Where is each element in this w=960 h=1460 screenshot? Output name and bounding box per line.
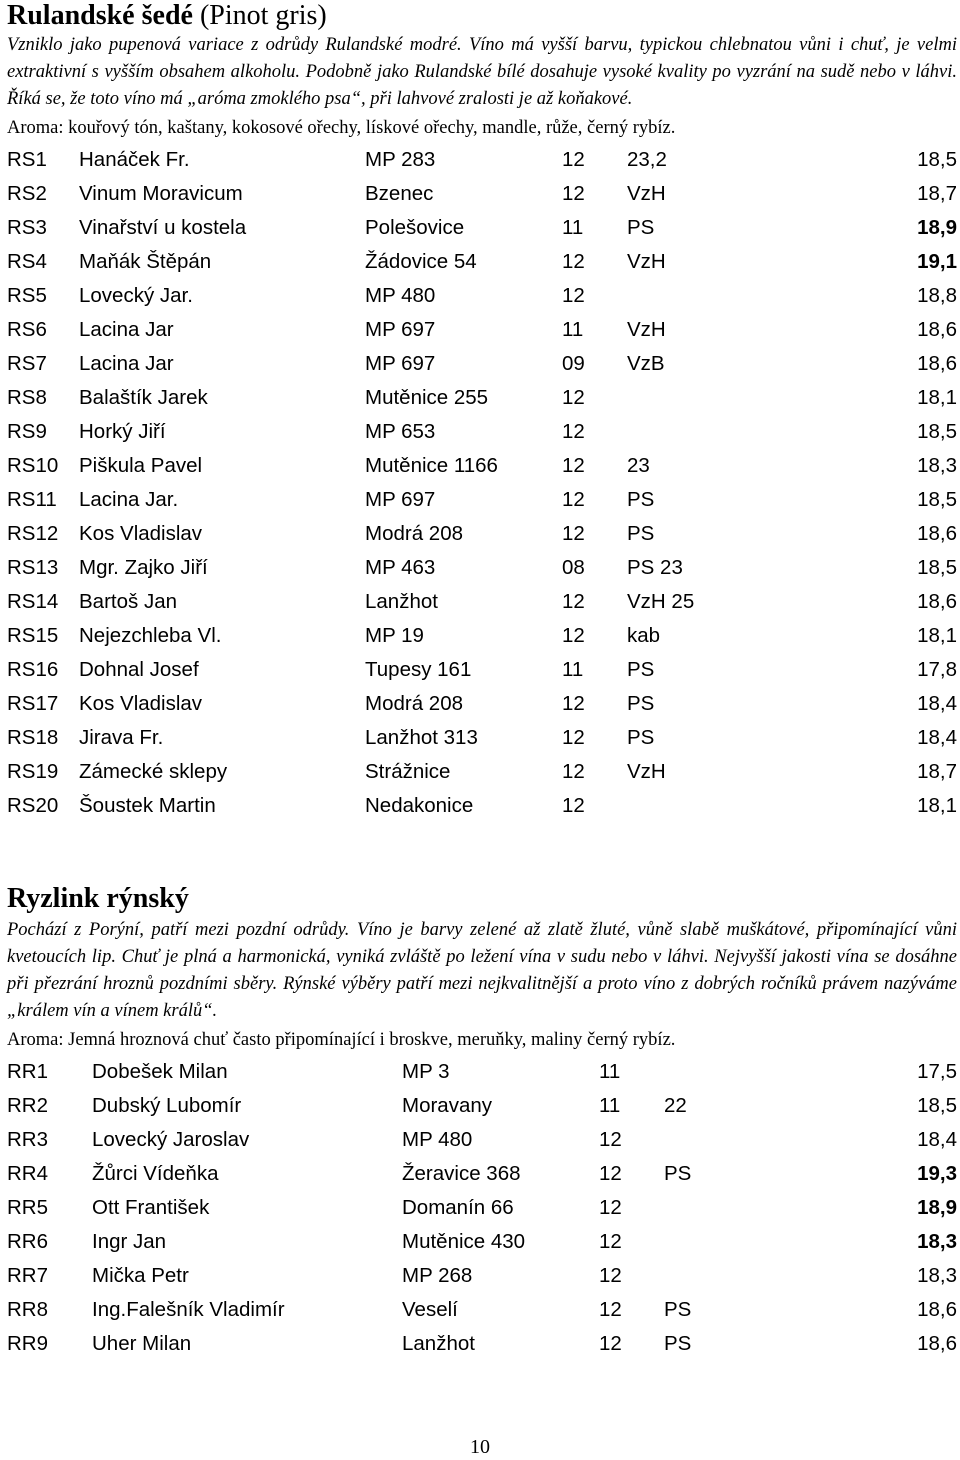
entry-code: RR3 xyxy=(7,1128,49,1151)
table-row xyxy=(7,517,957,551)
score-value: 17,5 xyxy=(917,1060,957,1083)
entry-code: RS3 xyxy=(7,216,47,239)
table-row xyxy=(7,653,957,687)
producer-place: Veselí xyxy=(402,1298,458,1321)
producer-name: Lacina Jar xyxy=(79,318,174,341)
quality-note: VzH xyxy=(627,182,666,205)
entry-code: RS13 xyxy=(7,556,59,579)
producer-place: MP 697 xyxy=(365,488,436,511)
producer-name: Balaštík Jarek xyxy=(79,386,208,409)
producer-name: Nejezchleba Vl. xyxy=(79,624,222,647)
producer-place: Žádovice 54 xyxy=(365,250,477,273)
table-row xyxy=(7,585,957,619)
producer-place: Lanžhot 313 xyxy=(365,726,478,749)
producer-name: Lacina Jar. xyxy=(79,488,179,511)
section-description: Vzniklo jako pupenová variace z odrůdy Rulandské modré. Víno má vyšší barvu, typickou chlebnatou vůni i chuť, je velmi extraktivní s vyšším obsahem alkoholu. Podobně jako Rulandské bílé dosahuje vysoké kvality po vyzrání na sudě nebo v láhvi. Říká se, že toto víno má „aróma zmoklého psa“, při lahvové zralosti je až koňakové. xyxy=(7,35,957,109)
producer-place: MP 463 xyxy=(365,556,436,579)
quality-note: VzH xyxy=(627,760,666,783)
score-value: 18,5 xyxy=(917,1094,957,1117)
producer-name: Ott František xyxy=(92,1196,210,1219)
score-value: 18,1 xyxy=(917,386,957,409)
score-value: 18,9 xyxy=(917,1196,957,1219)
producer-name: Horký Jiří xyxy=(79,420,166,443)
score-value: 18,1 xyxy=(917,794,957,817)
table-row xyxy=(7,755,957,789)
producer-name: Dohnal Josef xyxy=(79,658,199,681)
quality-note: PS xyxy=(664,1162,692,1185)
entry-code: RR8 xyxy=(7,1298,49,1321)
producer-place: MP 19 xyxy=(365,624,424,647)
wine-table xyxy=(7,1055,957,1361)
entry-code: RS5 xyxy=(7,284,47,307)
quality-note: PS xyxy=(627,488,655,511)
vintage-year: 12 xyxy=(562,284,585,307)
quality-note: VzH xyxy=(627,318,666,341)
table-row xyxy=(7,1089,957,1123)
producer-name: Jirava Fr. xyxy=(79,726,164,749)
entry-code: RS7 xyxy=(7,352,47,375)
table-row xyxy=(7,1191,957,1225)
score-value: 18,4 xyxy=(917,1128,957,1151)
table-row xyxy=(7,143,957,177)
entry-code: RS10 xyxy=(7,454,59,477)
producer-place: Nedakonice xyxy=(365,794,474,817)
score-value: 18,1 xyxy=(917,624,957,647)
entry-code: RS4 xyxy=(7,250,47,273)
score-value: 18,3 xyxy=(917,1230,957,1253)
quality-note: PS xyxy=(664,1332,692,1355)
producer-name: Lovecký Jar. xyxy=(79,284,193,307)
vintage-year: 12 xyxy=(562,454,585,477)
score-value: 19,3 xyxy=(917,1162,957,1185)
producer-name: Bartoš Jan xyxy=(79,590,177,613)
page-number: 10 xyxy=(470,1436,490,1458)
vintage-year: 12 xyxy=(562,522,585,545)
section-title xyxy=(7,2,957,30)
vintage-year: 12 xyxy=(562,148,585,171)
vintage-year: 12 xyxy=(562,420,585,443)
producer-name: Dubský Lubomír xyxy=(92,1094,242,1117)
score-value: 18,6 xyxy=(917,590,957,613)
producer-place: MP 697 xyxy=(365,318,436,341)
score-value: 18,7 xyxy=(917,760,957,783)
quality-note: VzH 25 xyxy=(627,590,695,613)
score-value: 18,6 xyxy=(917,1332,957,1355)
vintage-year: 11 xyxy=(599,1060,621,1083)
section-ryzlink-rynsky xyxy=(7,885,957,1361)
producer-place: MP 697 xyxy=(365,352,436,375)
table-row xyxy=(7,789,957,823)
quality-note: PS xyxy=(627,726,655,749)
producer-place: MP 653 xyxy=(365,420,436,443)
score-value: 18,5 xyxy=(917,488,957,511)
table-row xyxy=(7,687,957,721)
entry-code: RR6 xyxy=(7,1230,49,1253)
table-row xyxy=(7,1055,957,1089)
producer-place: Strážnice xyxy=(365,760,451,783)
entry-code: RS16 xyxy=(7,658,59,681)
quality-note: VzB xyxy=(627,352,665,375)
entry-code: RS17 xyxy=(7,692,59,715)
vintage-year: 12 xyxy=(599,1128,622,1151)
entry-code: RS8 xyxy=(7,386,47,409)
producer-name: Zámecké sklepy xyxy=(79,760,228,783)
score-value: 18,3 xyxy=(917,1264,957,1287)
producer-place: MP 268 xyxy=(402,1264,473,1287)
quality-note: PS 23 xyxy=(627,556,683,579)
table-row xyxy=(7,211,957,245)
vintage-year: 12 xyxy=(562,182,585,205)
producer-name: Hanáček Fr. xyxy=(79,148,190,171)
producer-place: MP 480 xyxy=(365,284,436,307)
quality-note: 23 xyxy=(627,454,650,477)
score-value: 18,4 xyxy=(917,692,957,715)
producer-place: Lanžhot xyxy=(402,1332,475,1355)
entry-code: RS18 xyxy=(7,726,59,749)
quality-note: PS xyxy=(664,1298,692,1321)
producer-place: Polešovice xyxy=(365,216,465,239)
producer-place: MP 283 xyxy=(365,148,436,171)
producer-place: Mutěnice 1166 xyxy=(365,454,498,477)
producer-name: Lacina Jar xyxy=(79,352,174,375)
entry-code: RS12 xyxy=(7,522,59,545)
table-row xyxy=(7,415,957,449)
producer-name: Maňák Štěpán xyxy=(79,250,212,273)
producer-name: Vinum Moravicum xyxy=(79,182,243,205)
score-value: 18,7 xyxy=(917,182,957,205)
score-value: 18,8 xyxy=(917,284,957,307)
section-aroma: Aroma: Jemná hroznová chuť často připomínající i broskve, meruňky, maliny černý rybíz. xyxy=(7,1030,676,1050)
quality-note: PS xyxy=(627,692,655,715)
table-row xyxy=(7,245,957,279)
vintage-year: 12 xyxy=(562,624,585,647)
table-row xyxy=(7,1259,957,1293)
quality-note: PS xyxy=(627,658,655,681)
producer-place: Modrá 208 xyxy=(365,522,464,545)
producer-name: Žůrci Vídeňka xyxy=(92,1162,219,1185)
section-title-extra: (Pinot gris) xyxy=(192,0,327,31)
table-row xyxy=(7,1157,957,1191)
score-value: 18,6 xyxy=(917,352,957,375)
section-title-text: Ryzlink rýnský xyxy=(7,883,189,914)
producer-place: Mutěnice 430 xyxy=(402,1230,526,1253)
producer-place: Lanžhot xyxy=(365,590,438,613)
vintage-year: 11 xyxy=(562,216,584,239)
producer-name: Uher Milan xyxy=(92,1332,192,1355)
producer-name: Lovecký Jaroslav xyxy=(92,1128,250,1151)
score-value: 18,6 xyxy=(917,522,957,545)
entry-code: RS2 xyxy=(7,182,47,205)
quality-note: VzH xyxy=(627,250,666,273)
producer-name: Vinařství u kostela xyxy=(79,216,247,239)
table-row xyxy=(7,619,957,653)
entry-code: RS6 xyxy=(7,318,47,341)
section-rulandske-sede xyxy=(7,2,957,823)
vintage-year: 11 xyxy=(562,318,584,341)
entry-code: RR4 xyxy=(7,1162,49,1185)
table-row xyxy=(7,483,957,517)
producer-name: Mgr. Zajko Jiří xyxy=(79,556,208,579)
entry-code: RR1 xyxy=(7,1060,49,1083)
producer-name: Kos Vladislav xyxy=(79,522,203,545)
wine-table xyxy=(7,143,957,823)
section-title xyxy=(7,885,957,913)
producer-name: Piškula Pavel xyxy=(79,454,203,477)
score-value: 18,5 xyxy=(917,420,957,443)
vintage-year: 12 xyxy=(599,1298,622,1321)
vintage-year: 12 xyxy=(562,794,585,817)
producer-name: Kos Vladislav xyxy=(79,692,203,715)
score-value: 18,6 xyxy=(917,318,957,341)
table-row xyxy=(7,1327,957,1361)
score-value: 18,5 xyxy=(917,556,957,579)
entry-code: RR5 xyxy=(7,1196,49,1219)
table-row xyxy=(7,1123,957,1157)
producer-name: Ing.Falešník Vladimír xyxy=(92,1298,285,1321)
table-row xyxy=(7,721,957,755)
entry-code: RS1 xyxy=(7,148,47,171)
score-value: 17,8 xyxy=(917,658,957,681)
producer-name: Ingr Jan xyxy=(92,1230,167,1253)
producer-name: Šoustek Martin xyxy=(79,794,216,817)
quality-note: 22 xyxy=(664,1094,687,1117)
vintage-year: 12 xyxy=(562,386,585,409)
quality-note: PS xyxy=(627,216,655,239)
producer-place: Domanín 66 xyxy=(402,1196,514,1219)
vintage-year: 12 xyxy=(562,488,585,511)
table-row xyxy=(7,313,957,347)
quality-note: kab xyxy=(627,624,661,647)
entry-code: RS20 xyxy=(7,794,59,817)
table-row xyxy=(7,279,957,313)
entry-code: RR9 xyxy=(7,1332,49,1355)
entry-code: RS11 xyxy=(7,488,57,511)
producer-place: MP 3 xyxy=(402,1060,450,1083)
producer-place: Modrá 208 xyxy=(365,692,464,715)
table-row xyxy=(7,1225,957,1259)
vintage-year: 12 xyxy=(562,692,585,715)
quality-note: PS xyxy=(627,522,655,545)
producer-place: Bzenec xyxy=(365,182,434,205)
vintage-year: 11 xyxy=(562,658,584,681)
entry-code: RS19 xyxy=(7,760,59,783)
entry-code: RS14 xyxy=(7,590,59,613)
score-value: 18,9 xyxy=(917,216,957,239)
table-row xyxy=(7,347,957,381)
vintage-year: 08 xyxy=(562,556,585,579)
score-value: 19,1 xyxy=(917,250,957,273)
section-title-text: Rulandské šedé xyxy=(7,0,193,31)
vintage-year: 09 xyxy=(562,352,585,375)
producer-name: Dobešek Milan xyxy=(92,1060,228,1083)
table-row xyxy=(7,1293,957,1327)
table-row xyxy=(7,381,957,415)
vintage-year: 12 xyxy=(562,590,585,613)
score-value: 18,5 xyxy=(917,148,957,171)
score-value: 18,4 xyxy=(917,726,957,749)
vintage-year: 12 xyxy=(562,760,585,783)
entry-code: RS9 xyxy=(7,420,47,443)
score-value: 18,6 xyxy=(917,1298,957,1321)
quality-note: 23,2 xyxy=(627,148,667,171)
vintage-year: 12 xyxy=(599,1196,622,1219)
vintage-year: 12 xyxy=(599,1332,622,1355)
producer-place: MP 480 xyxy=(402,1128,473,1151)
entry-code: RR7 xyxy=(7,1264,49,1287)
vintage-year: 11 xyxy=(599,1094,621,1117)
section-description: Pochází z Porýní, patří mezi pozdní odrůdy. Víno je barvy zelené až zlatě žluté, vůně slabě muškátové, připomínající vůni kvetoucích lip. Chuť je plná a harmonická, vyniká zvláště po ležení vína v sudu nebo v láhvi. Nejvyšší jakosti vína se dosáhne při přezrání hroznů pozdními sběry. Rýnské výběry patří mezi nejkvalitnější a proto víno z dobrých ročníků právem nazýváme „králem vín a vínem králů“. xyxy=(7,920,957,1021)
producer-place: Moravany xyxy=(402,1094,493,1117)
producer-place: Žeravice 368 xyxy=(402,1162,521,1185)
table-row xyxy=(7,551,957,585)
section-aroma: Aroma: kouřový tón, kaštany, kokosové ořechy, lískové ořechy, mandle, růže, černý rybíz. xyxy=(7,118,676,138)
score-value: 18,3 xyxy=(917,454,957,477)
vintage-year: 12 xyxy=(562,250,585,273)
vintage-year: 12 xyxy=(599,1264,622,1287)
entry-code: RR2 xyxy=(7,1094,49,1117)
producer-place: Mutěnice 255 xyxy=(365,386,489,409)
producer-name: Mička Petr xyxy=(92,1264,189,1287)
table-row xyxy=(7,177,957,211)
producer-place: Tupesy 161 xyxy=(365,658,472,681)
entry-code: RS15 xyxy=(7,624,59,647)
vintage-year: 12 xyxy=(599,1230,622,1253)
vintage-year: 12 xyxy=(562,726,585,749)
table-row xyxy=(7,449,957,483)
vintage-year: 12 xyxy=(599,1162,622,1185)
